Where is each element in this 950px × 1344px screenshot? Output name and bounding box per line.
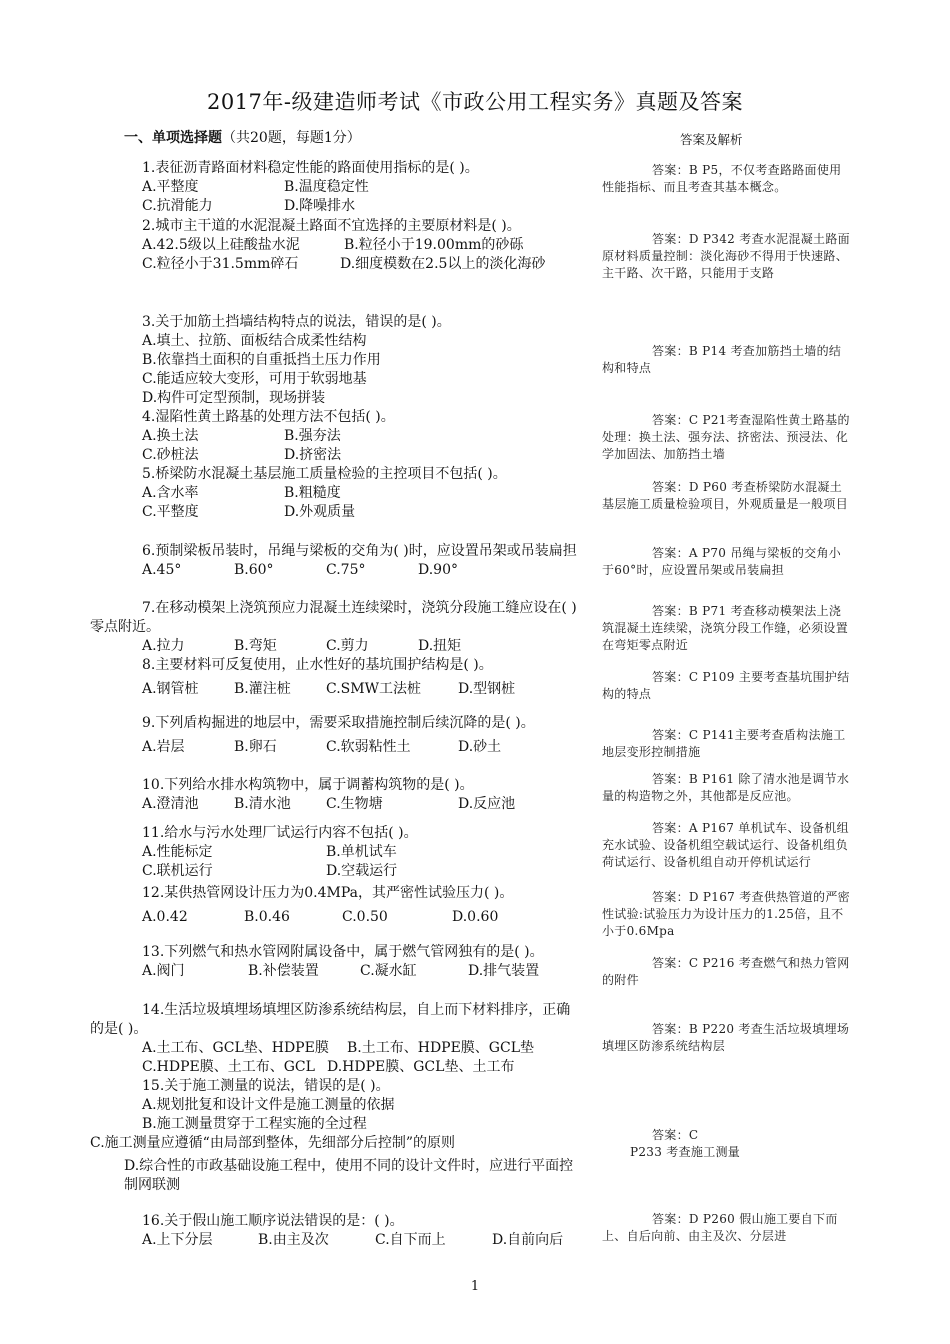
question-11 bbox=[90, 824, 584, 881]
answer-16: 答案：D P260 假山施工要自下而上、自后向前、由主及次、分层进 bbox=[602, 1212, 838, 1243]
question-stem: 9.下列盾构掘进的地层中，需要采取措施控制后续沉降的是( )。 bbox=[142, 715, 535, 731]
answer-10: 答案：B P161 除了清水池是调节水量的构造物之外，其他都是反应池。 bbox=[602, 772, 850, 803]
question-stem: 12.某供热管网设计压力为0.4MPa，其严密性试验压力( )。 bbox=[142, 885, 514, 901]
option-d: D.外观质量 bbox=[284, 504, 356, 520]
question-stem: 4.湿陷性黄土路基的处理方法不包括( )。 bbox=[142, 409, 395, 425]
option-b: B.施工测量贯穿于工程实施的全过程 bbox=[142, 1116, 367, 1132]
answer-8: 答案：C P109 主要考查基坑围护结构的特点 bbox=[602, 670, 850, 701]
question-1 bbox=[90, 159, 584, 216]
question-stem: 8.主要材料可反复使用，止水性好的基坑围护结构是( )。 bbox=[142, 657, 493, 673]
option-d: D.降噪排水 bbox=[284, 198, 356, 214]
option-a: A.规划批复和设计文件是施工测量的依据 bbox=[142, 1097, 395, 1113]
question-stem: 16.关于假山施工顺序说法错误的是：( )。 bbox=[142, 1213, 404, 1229]
option-b: B.土工布、HDPE膜、GCL垫 bbox=[347, 1040, 535, 1056]
question-6 bbox=[90, 542, 584, 580]
option-d: D.HDPE膜、GCL垫、土工布 bbox=[327, 1059, 515, 1075]
option-b: B.灌注桩 bbox=[234, 681, 291, 697]
option-c: C.自下而上 bbox=[375, 1232, 446, 1248]
section-heading bbox=[124, 127, 361, 147]
option-a: A.澄清池 bbox=[142, 796, 199, 812]
question-7 bbox=[90, 599, 584, 656]
option-a: A.岩层 bbox=[142, 739, 185, 755]
option-d: D.细度模数在2.5以上的淡化海砂 bbox=[340, 256, 546, 272]
answer-14: 答案：B P220 考查生活垃圾填埋场填埋区防渗系统结构层 bbox=[602, 1022, 850, 1053]
option-d: D.型钢桩 bbox=[458, 681, 516, 697]
option-b: B.弯矩 bbox=[234, 638, 277, 654]
option-c: C.联机运行 bbox=[142, 863, 213, 879]
option-b: B.粗糙度 bbox=[284, 485, 341, 501]
answer-9: 答案：C P141主要考查盾构法施工地层变形控制措施 bbox=[602, 728, 846, 759]
option-a: A.42.5级以上硅酸盐水泥 bbox=[142, 237, 300, 253]
option-a: A.填土、拉筋、面板结合成柔性结构 bbox=[142, 333, 367, 349]
answers-heading: 答案及解析 bbox=[680, 132, 743, 147]
option-c: C.0.50 bbox=[342, 909, 388, 925]
option-d: D.砂土 bbox=[458, 739, 502, 755]
option-b: B.由主及次 bbox=[258, 1232, 329, 1248]
question-stem: 3.关于加筋土挡墙结构特点的说法，错误的是( )。 bbox=[142, 314, 451, 330]
answer-11: 答案：A P167 单机试车、设备机组充水试验、设备机组空载试运行、设备机组负荷试运行、设备机组自动开停机试运行 bbox=[602, 821, 849, 869]
option-b: B.0.46 bbox=[244, 909, 290, 925]
option-b: B.粒径小于19.00mm的砂砾 bbox=[344, 237, 524, 253]
question-stem: 5.桥梁防水混凝土基层施工质量检验的主控项目不包括( )。 bbox=[142, 466, 507, 482]
answer-15: 答案：C P233 考查施工测量 bbox=[602, 1127, 850, 1161]
question-16 bbox=[90, 1212, 584, 1250]
option-b: B.温度稳定性 bbox=[284, 179, 369, 195]
question-stem: 2.城市主干道的水泥混凝土路面不宜选择的主要原材料是( )。 bbox=[142, 218, 521, 234]
option-a: A.土工布、GCL垫、HDPE膜 bbox=[142, 1040, 329, 1056]
answer-12: 答案：D P167 考查供热管道的严密性试验:试验压力为设计压力的1.25倍，且不小于0.6Mpa bbox=[602, 890, 850, 938]
option-b: B.单机试车 bbox=[326, 844, 397, 860]
question-stem: 11.给水与污水处理厂试运行内容不包括( )。 bbox=[142, 825, 418, 841]
section-title: 一、单项选择题 bbox=[124, 130, 222, 146]
option-c: C.HDPE膜、土工布、GCL bbox=[142, 1059, 315, 1075]
option-c: C.软弱粘性土 bbox=[326, 739, 411, 755]
option-b: B.60° bbox=[234, 562, 274, 578]
option-c: C.SMW工法桩 bbox=[326, 681, 421, 697]
question-8 bbox=[90, 656, 584, 699]
question-12 bbox=[90, 884, 584, 927]
answer-2: 答案：D P342 考查水泥混凝土路面原材料质量控制：淡化海砂不得用于快速路、主干路、次干路，只能用于支路 bbox=[602, 232, 850, 280]
option-c: C.施工测量应遵循“由局部到整体，先细部分后控制”的原则 bbox=[90, 1135, 455, 1151]
option-c: C.剪力 bbox=[326, 638, 369, 654]
question-10 bbox=[90, 776, 584, 814]
answer-3: 答案：B P14 考查加筋挡土墙的结构和特点 bbox=[602, 344, 842, 375]
option-d: D.排气装置 bbox=[468, 963, 540, 979]
option-c: C.75° bbox=[326, 562, 366, 578]
answer-15-detail: P233 考查施工测量 bbox=[630, 1145, 741, 1159]
option-a: A.阀门 bbox=[142, 963, 185, 979]
option-c: C.生物塘 bbox=[326, 796, 383, 812]
option-a: A.性能标定 bbox=[142, 844, 213, 860]
option-b: B.卵石 bbox=[234, 739, 277, 755]
question-stem: 15.关于施工测量的说法，错误的是( )。 bbox=[142, 1078, 390, 1094]
question-5 bbox=[90, 465, 584, 522]
option-d: D.0.60 bbox=[452, 909, 499, 925]
answer-4: 答案：C P21考查湿陷性黄土路基的处理：换土法、强夯法、挤密法、预浸法、化学加固法、加筋挡土墙 bbox=[602, 413, 850, 461]
answer-7: 答案：B P71 考查移动模架法上浇筑混凝土连续梁，浇筑分段工作缝，必须设置在弯矩零点附近 bbox=[602, 604, 849, 652]
question-stem: 7.在移动模架上浇筑预应力混凝土连续梁时，浇筑分段施工缝应设在( )零点附近。 bbox=[90, 600, 577, 635]
section-note: （共20题，每题1分） bbox=[222, 130, 361, 146]
page-number: 1 bbox=[470, 1279, 480, 1294]
option-c: C.凝水缸 bbox=[360, 963, 417, 979]
option-a: A.平整度 bbox=[142, 179, 199, 195]
option-c: C.砂桩法 bbox=[142, 447, 199, 463]
option-b: B.依靠挡土面积的自重抵挡土压力作用 bbox=[142, 352, 381, 368]
option-c: C.平整度 bbox=[142, 504, 199, 520]
question-stem: 14.生活垃圾填埋场填埋区防渗系统结构层，自上而下材料排序，正确的是( )。 bbox=[90, 1002, 571, 1037]
question-stem: 1.表征沥青路面材料稳定性能的路面使用指标的是( )。 bbox=[142, 160, 479, 176]
option-b: B.补偿装置 bbox=[248, 963, 319, 979]
option-a: A.0.42 bbox=[142, 909, 188, 925]
question-4 bbox=[90, 408, 584, 465]
page-title: 2017年-级建造师考试《市政公用工程实务》真题及答案 bbox=[206, 90, 744, 114]
question-3 bbox=[90, 313, 584, 408]
question-2 bbox=[90, 217, 584, 274]
question-stem: 10.下列给水排水构筑物中，属于调蓄构筑物的是( )。 bbox=[142, 777, 474, 793]
option-d: D.挤密法 bbox=[284, 447, 342, 463]
option-a: A.钢管桩 bbox=[142, 681, 199, 697]
question-9 bbox=[90, 714, 584, 757]
option-d: D.空载运行 bbox=[326, 863, 398, 879]
question-stem: 6.预制梁板吊装时，吊绳与梁板的交角为( )时，应设置吊架或吊装扁担 bbox=[142, 543, 577, 559]
option-a: A.含水率 bbox=[142, 485, 199, 501]
option-a: A.拉力 bbox=[142, 638, 185, 654]
option-d: D.扭矩 bbox=[418, 638, 462, 654]
answer-5: 答案：D P60 考查桥梁防水混凝土基层施工质量检验项目，外观质量是一般项目 bbox=[602, 480, 849, 511]
option-d: D.自前向后 bbox=[492, 1232, 564, 1248]
option-a: A.上下分层 bbox=[142, 1232, 213, 1248]
option-d: D.90° bbox=[418, 562, 458, 578]
option-b: B.强夯法 bbox=[284, 428, 341, 444]
question-stem: 13.下列燃气和热水管网附属设备中，属于燃气管网独有的是( )。 bbox=[142, 944, 544, 960]
option-d: D.综合性的市政基础设施工程中，使用不同的设计文件时，应进行平面控制网联测 bbox=[124, 1158, 574, 1193]
answer-6: 答案：A P70 吊绳与梁板的交角小于60°时，应设置吊架或吊装扁担 bbox=[602, 546, 842, 577]
question-14 bbox=[90, 1001, 584, 1077]
answer-13: 答案：C P216 考查燃气和热力管网的附件 bbox=[602, 956, 850, 987]
option-a: A.换土法 bbox=[142, 428, 199, 444]
option-c: C.能适应较大变形，可用于软弱地基 bbox=[142, 371, 367, 387]
option-c: C.粒径小于31.5mm碎石 bbox=[142, 256, 299, 272]
option-d: D.构件可定型预制，现场拼装 bbox=[142, 390, 326, 406]
question-15 bbox=[90, 1077, 584, 1195]
option-c: C.抗滑能力 bbox=[142, 198, 213, 214]
answer-1: 答案：B P5，不仅考查路路面使用性能指标、而且考查其基本概念。 bbox=[602, 163, 842, 194]
option-a: A.45° bbox=[142, 562, 182, 578]
option-b: B.清水池 bbox=[234, 796, 291, 812]
option-d: D.反应池 bbox=[458, 796, 516, 812]
question-13 bbox=[90, 943, 584, 981]
